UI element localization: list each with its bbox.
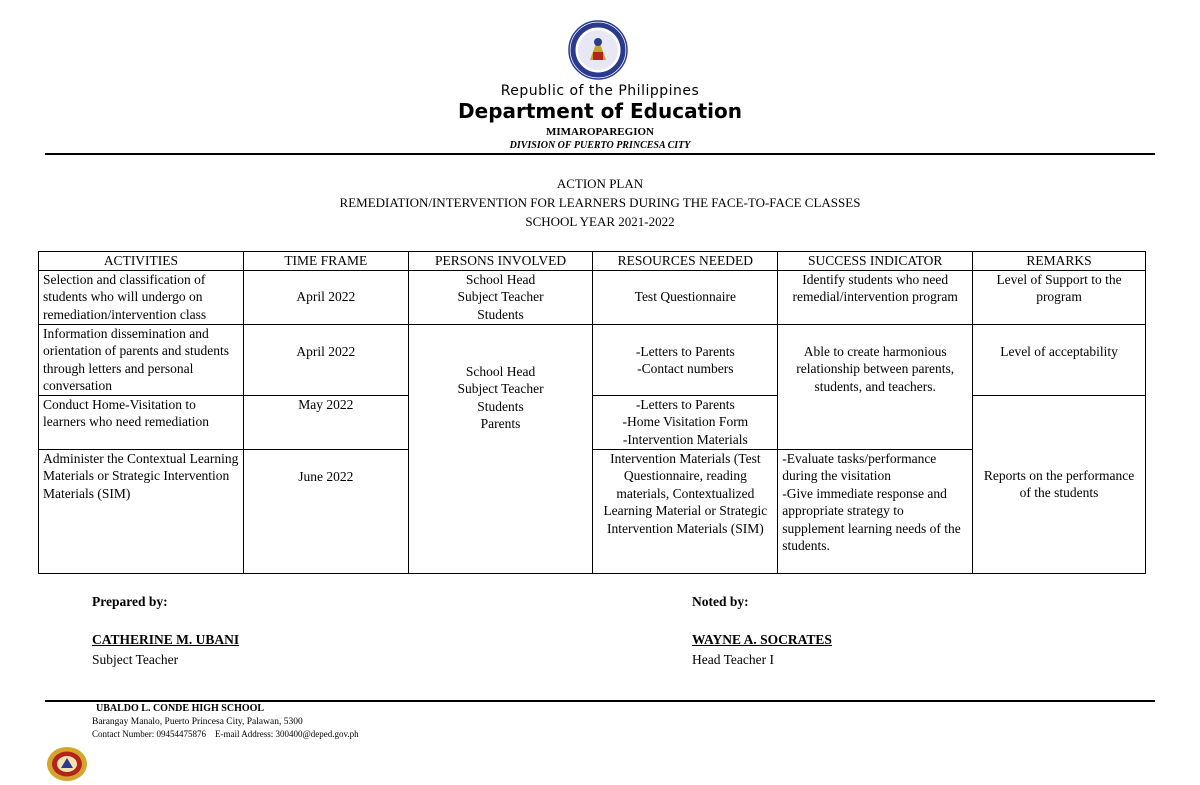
time-frame-cell: April 2022: [243, 324, 408, 395]
column-header: PERSONS INVOLVED: [408, 252, 593, 271]
prepared-by-position: Subject Teacher: [92, 652, 179, 667]
resources-cell: -Letters to Parents -Home Visitation Form -Intervention Materials: [593, 395, 778, 449]
prepared-by-label: Prepared by:: [92, 594, 168, 609]
column-header: SUCCESS INDICATOR: [778, 252, 973, 271]
footer-contact: Contact Number: 09454475876 E-mail Address: 300400@deped.gov.ph: [92, 729, 359, 739]
prepared-by-name: CATHERINE M. UBANI: [92, 632, 240, 647]
activity-cell: Administer the Contextual Learning Materials or Strategic Intervention Materials (SIM): [39, 449, 244, 573]
indicator-cell: Identify students who need remedial/intervention program: [778, 270, 973, 324]
remarks-cell: Level of acceptability: [973, 324, 1146, 395]
resources-cell: Intervention Materials (Test Questionnaire, reading materials, Contextualized Learning Material or Strategic Intervention Materials (SIM): [593, 449, 778, 573]
table-row: [39, 324, 1146, 395]
division-label: DIVISION OF PUERTO PRINCESA CITY: [509, 140, 691, 151]
column-header: TIME FRAME: [243, 252, 408, 271]
activity-cell: Selection and classification of students who will undergo on remediation/intervention class: [39, 270, 244, 324]
deped-seal-icon: [568, 20, 628, 80]
activity-cell: Information dissemination and orientation of parents and students through letters and personal conversation: [39, 324, 244, 395]
remarks-cell: Level of Support to the program: [973, 270, 1146, 324]
activity-cell: Conduct Home-Visitation to learners who need remediation: [39, 395, 244, 449]
time-frame-cell: April 2022: [243, 270, 408, 324]
column-header: ACTIVITIES: [39, 252, 244, 271]
noted-by-name: WAYNE A. SOCRATES: [692, 632, 832, 647]
persons-cell: School Head Subject Teacher Students: [408, 270, 593, 324]
republic-title: Republic of the Philippines: [500, 83, 700, 99]
action-plan-table: [38, 251, 1146, 574]
table-row: [39, 395, 1146, 449]
indicator-cell: -Evaluate tasks/performance during the visitation -Give immediate response and appropriate strategy to supplement learning needs of the students.: [778, 449, 973, 573]
time-frame-cell: May 2022: [243, 395, 408, 449]
region-label: MIMAROPAREGION: [546, 126, 654, 138]
resources-cell: -Letters to Parents -Contact numbers: [593, 324, 778, 395]
table-header-row: [39, 252, 1146, 271]
indicator-cell: Able to create harmonious relationship between parents, students, and teachers.: [778, 324, 973, 449]
noted-by-label: Noted by:: [692, 594, 749, 609]
remarks-cell: Reports on the performance of the students: [973, 395, 1146, 573]
footer-school-name: UBALDO L. CONDE HIGH SCHOOL: [96, 703, 265, 714]
persons-cell: School Head Subject Teacher Students Parents: [408, 324, 593, 573]
column-header: REMARKS: [973, 252, 1146, 271]
doc-title: ACTION PLAN: [556, 176, 644, 191]
school-logo-icon: [46, 746, 88, 782]
doc-subtitle: REMEDIATION/INTERVENTION FOR LEARNERS DURING THE FACE-TO-FACE CLASSES: [339, 195, 861, 210]
column-header: RESOURCES NEEDED: [593, 252, 778, 271]
footer-divider: [45, 700, 1155, 702]
department-title: Department of Education: [458, 99, 742, 123]
resources-cell: Test Questionnaire: [593, 270, 778, 324]
time-frame-cell: June 2022: [243, 449, 408, 573]
footer-address: Barangay Manalo, Puerto Princesa City, Palawan, 5300: [92, 717, 303, 727]
table-row: [39, 270, 1146, 324]
header-divider: [45, 153, 1155, 155]
school-year: SCHOOL YEAR 2021-2022: [525, 214, 675, 229]
noted-by-position: Head Teacher I: [692, 652, 775, 667]
